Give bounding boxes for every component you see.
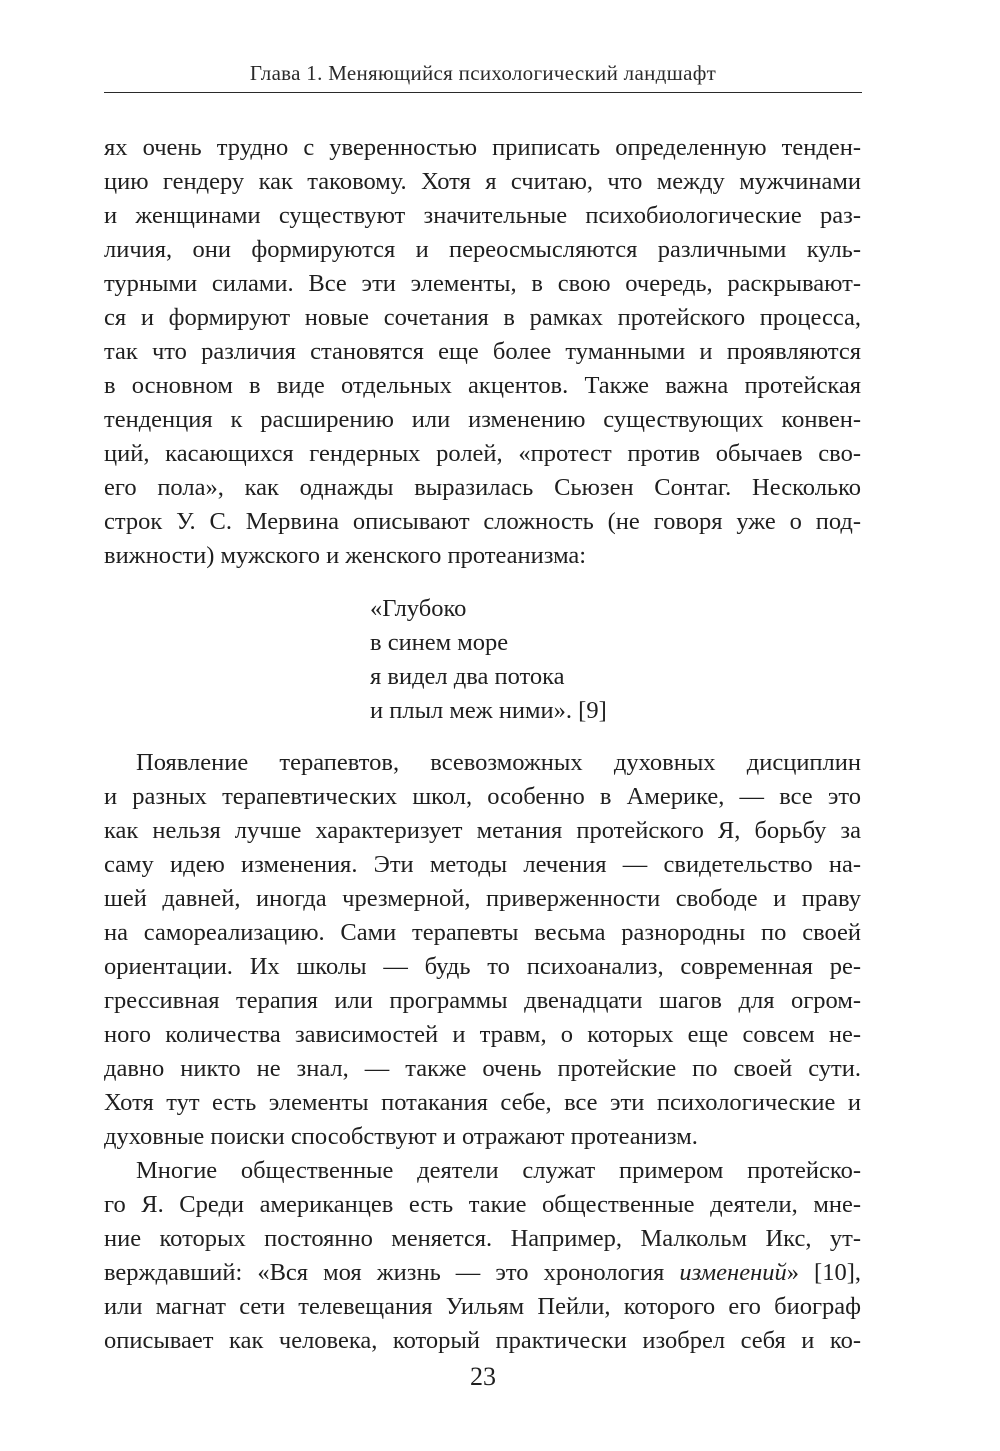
text-line: и разных терапевтических школ, особенно в Америке, — все это	[104, 783, 861, 810]
text-line: ся и формируют новые сочетания в рамках протейского процесса,	[104, 304, 861, 331]
text-line: ях очень трудно с уверенностью приписать определенную тенден-	[104, 134, 861, 161]
text-line: Хотя тут есть элементы потакания себе, все эти психологические и	[104, 1089, 861, 1116]
header-rule	[104, 92, 862, 93]
text-line: строк У. С. Мервина описывают сложность (не говоря уже о под-	[104, 508, 861, 535]
italic-term: изменений	[679, 1259, 787, 1286]
text-line: ние которых постоянно меняется. Например, Малкольм Икс, ут-	[104, 1225, 861, 1252]
text-line: грессивная терапия или программы двенадцати шагов для огром-	[104, 987, 861, 1014]
text-line: на самореализацию. Сами терапевты весьма разнородны по своей	[104, 919, 861, 946]
text-line: ций, касающихся гендерных ролей, «протест против обычаев сво-	[104, 440, 861, 467]
poem-line: «Глубоко	[370, 595, 467, 622]
text-line: ориентации. Их школы — будь то психоанализ, современная ре-	[104, 953, 861, 980]
text-line: описывает как человека, который практически изобрел себя и ко-	[104, 1327, 861, 1354]
text-line: ного количества зависимостей и травм, о которых еще совсем не-	[104, 1021, 861, 1048]
running-head: Глава 1. Меняющийся психологический ландшафт	[249, 61, 717, 85]
poem-line: и плыл меж ними». [9]	[370, 697, 607, 724]
text-line: шей давней, иногда чрезмерной, приверженности свободе и праву	[104, 885, 861, 912]
text-line: давно никто не знал, — также очень протейские по своей сути.	[104, 1055, 861, 1082]
text-line: вижности) мужского и женского протеанизма:	[104, 542, 587, 569]
page-number: 23	[470, 1362, 496, 1391]
text-run: верждавший: «Вся моя жизнь — это хронология	[104, 1259, 680, 1286]
text-line: го Я. Среди американцев есть такие общественные деятели, мне-	[104, 1191, 861, 1218]
text-line	[104, 1256, 861, 1290]
text-line: так что различия становятся еще более туманными и проявляются	[104, 338, 861, 365]
text-line: цию гендеру как таковому. Хотя я считаю, что между мужчинами	[104, 168, 861, 195]
text-line: или магнат сети телевещания Уильям Пейли, которого его биограф	[104, 1293, 861, 1320]
text-line: и женщинами существуют значительные психобиологические раз-	[104, 202, 861, 229]
text-line: духовные поиски способствуют и отражают протеанизм.	[104, 1123, 698, 1150]
text-line: Появление терапевтов, всевозможных духовных дисциплин	[136, 749, 861, 776]
text-line: тенденция к расширению или изменению существующих конвен-	[104, 406, 861, 433]
text-line: личия, они формируются и переосмысляются различными куль-	[104, 236, 861, 263]
text-line: в основном в виде отдельных акцентов. Также важна протейская	[104, 372, 861, 399]
text-run: » [10],	[786, 1259, 861, 1286]
text-line: его пола», как однажды выразилась Сьюзен Сонтаг. Несколько	[104, 474, 861, 501]
text-line: турными силами. Все эти элементы, в свою очередь, раскрывают-	[104, 270, 861, 297]
text-line: как нельзя лучше характеризует метания протейского Я, борьбу за	[104, 817, 861, 844]
poem-line: я видел два потока	[370, 663, 565, 690]
text-line: саму идею изменения. Эти методы лечения — свидетельство на-	[104, 851, 861, 878]
poem-line: в синем море	[370, 629, 509, 656]
text-line: Многие общественные деятели служат примером протейско-	[136, 1157, 861, 1184]
